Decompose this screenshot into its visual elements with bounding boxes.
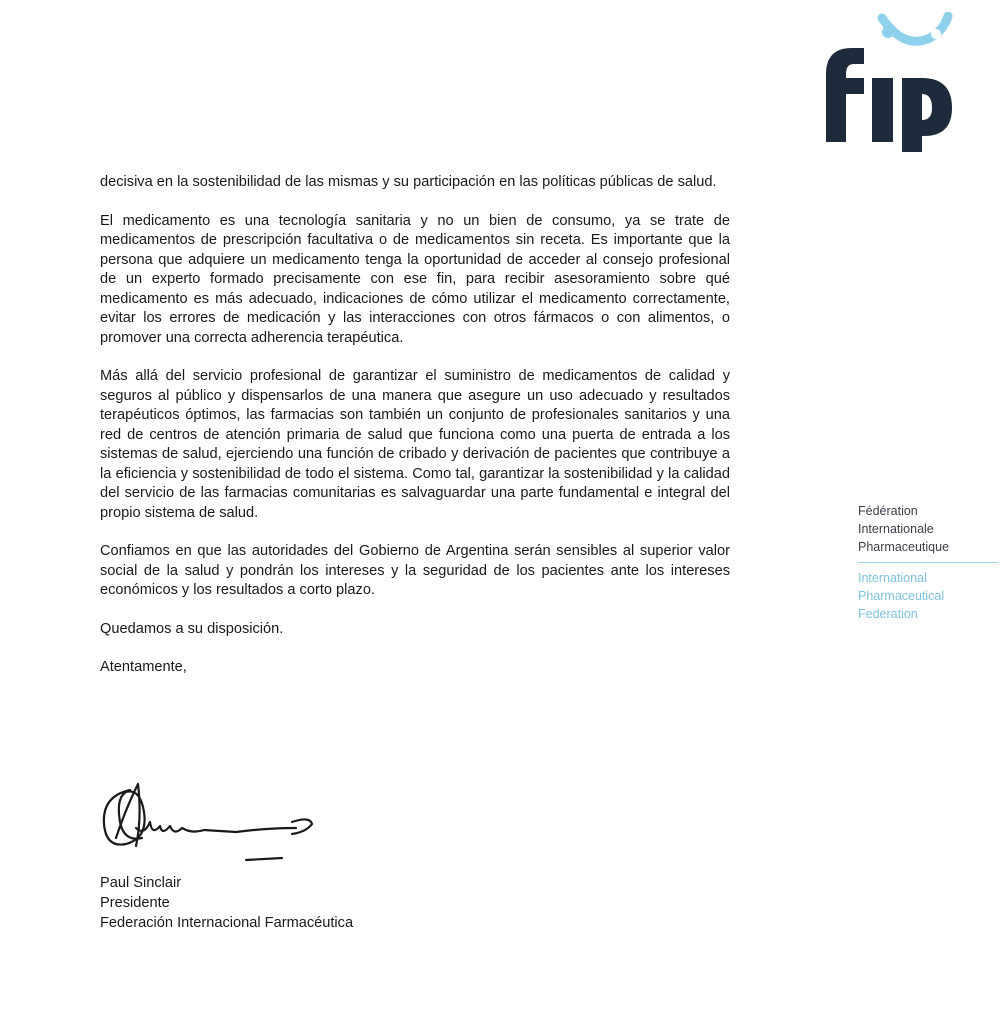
federation-name-english xyxy=(858,569,1007,623)
english-line: Pharmaceutical xyxy=(858,589,945,603)
federation-name-french xyxy=(858,502,1007,556)
fip-logo-graphic xyxy=(812,12,962,152)
federation-name-block xyxy=(858,502,1007,623)
english-line: International xyxy=(858,571,927,585)
salutation: Atentamente, xyxy=(100,659,187,675)
letter-paragraph: El medicamento es una tecnología sanitaria y no un bien de consumo, ya se trate de medicamentos de prescripción facultativa o de medicamentos sin receta. Es importante que la persona que adquiere un medicamento tenga la oportunidad de acceder al consejo profesional de un experto formado precisamente con ese fin, para recibir asesoramiento sobre qué medicamento es más adecuado, indicaciones de cómo utilizar el medicamento correctamente, evitar los errores de medicación y las interacciones con otros fármacos o con alimentos, o promover una correcta adherencia terapéutica. xyxy=(100,212,730,346)
signer-block xyxy=(100,873,353,933)
signer-name: Paul Sinclair xyxy=(100,875,182,891)
sidebar-divider xyxy=(858,562,998,563)
signer-title: Presidente xyxy=(100,895,170,911)
french-line: Internationale xyxy=(858,522,934,536)
letter-paragraph: Más allá del servicio profesional de garantizar el suministro de medicamentos de calidad y seguros al público y dispensarlos de una manera que asegure un uso adecuado y resultados terapéuticos óptimos, las farmacias son también un conjunto de profesionales sanitarios y una red de centros de atención primaria de salud que funciona como una puerta de entrada a los sistemas de salud, ejerciendo una función de cribado y derivación de pacientes que contribuye a la eficiencia y sostenibilidad de todo el sistema. Como tal, garantizar la sostenibilidad y la calidad del servicio de las farmacias comunitarias es salvaguardar una parte fundamental e integral del propio sistema de salud. xyxy=(100,368,730,521)
french-line: Pharmaceutique xyxy=(858,540,950,554)
handwritten-signature xyxy=(96,778,326,870)
letter-body xyxy=(100,173,730,697)
closing-line: Quedamos a su disposición. xyxy=(100,620,284,637)
english-line: Federation xyxy=(858,607,918,621)
fip-logo xyxy=(812,12,962,152)
french-line: Fédération xyxy=(858,504,918,518)
letter-paragraph: Confiamos en que las autoridades del Gobierno de Argentina serán sensibles al superior valor social de la salud y pondrán los intereses y la seguridad de los pacientes ante los intereses económicos y los resultados a corto plazo. xyxy=(100,543,730,598)
letter-paragraph: decisiva en la sostenibilidad de las mismas y su participación en las políticas públicas de salud. xyxy=(100,174,717,190)
signer-organization: Federación Internacional Farmacéutica xyxy=(100,915,354,931)
